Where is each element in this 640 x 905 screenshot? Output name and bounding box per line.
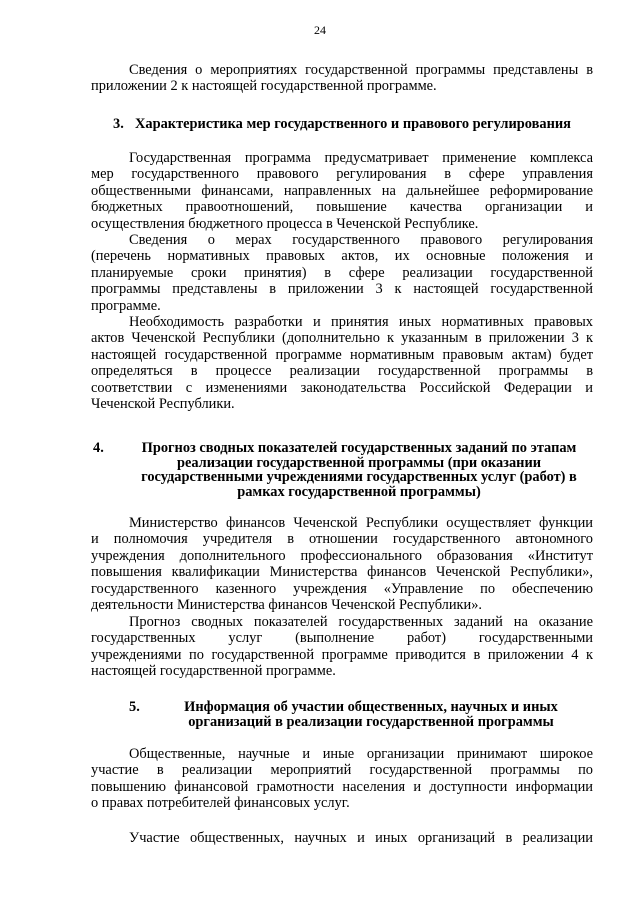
paragraph-ministry-functions [91,515,593,613]
text-line: Министерство финансов Чеченской Республики осуществляет функции [129,515,593,531]
section-title-line: рамках государственной программы) [237,483,481,500]
text-line: Чеченской Республики. [91,396,235,413]
page-number: 24 [314,23,326,37]
paragraph-appendix-2-reference [91,62,593,95]
text-line: учреждения дополнительного профессионального образования «Институт [91,547,593,564]
text-line: осуществления бюджетного процесса в Чеченской Республике. [91,215,479,232]
text-line: деятельности Министерства финансов Чеченской Республики». [91,597,483,614]
text-line: Прогноз сводных показателей государственных заданий на оказание [129,614,593,630]
section-number: 5. [129,699,140,715]
text-line: мер государственного правового регулирования в сфере управления [91,166,593,183]
text-line: программы представлены в приложении 3 к настоящей государственной [91,281,593,298]
section-title-line: государственными учреждениями государственных услуг (работ) в [141,469,577,485]
text-line: и полномочия учредителя в отношении государственного автономного [91,531,593,548]
section-heading-3 [91,117,593,133]
section-title-line: реализации государственной программы (при оказании [176,454,542,471]
paragraph-regulation-info [91,232,593,314]
text-line: участие в реализации мероприятий государственной программы по [91,762,593,779]
text-line: государственного казенного учреждения «Управление по обеспечению [91,580,593,597]
text-line: приложении 2 к настоящей государственной программе. [91,78,437,95]
paragraph-organizations-participation [91,746,593,812]
text-line: настоящей государственной программе нормативным правовым актам) будет [91,346,593,363]
text-line: бюджетных правоотношений, повышение качества организации и [91,199,593,216]
section-title-line: Прогноз сводных показателей государственных заданий по этапам [141,440,577,456]
text-line: актов Чеченской Республики (дополнительно к указанным в приложении 3 к [91,330,593,347]
section-title: Характеристика мер государственного и правового регулирования [135,116,571,132]
section-title-line: Информация об участии общественных, научных и иных [184,699,558,715]
paragraph-regulation-measures [91,150,593,232]
text-line: определяться в процессе реализации государственной программы в [91,363,593,380]
text-line: соответствии с изменениями законодательства Российской Федерации и [91,379,593,396]
text-line: планируемые сроки принятия) в сфере реализации государственной [91,264,593,281]
text-line: учреждениями по государственной программе приводится в приложении 4 к [91,646,593,663]
text-line: программе. [91,297,161,314]
section-heading-4 [91,441,593,501]
text-line: Необходимость разработки и принятия иных нормативных правовых [129,314,593,330]
text-line: Участие общественных, научных и иных организаций в реализации [129,830,593,846]
text-line: (перечень нормативных правовых актов, их основные положения и [91,248,593,265]
text-line: Сведения о мерах государственного правового регулирования [129,232,593,248]
section-title-line: организаций в реализации государственной программы [188,713,554,730]
section-number: 4. [93,440,104,456]
text-line: общественными финансами, направленных на дальнейшее реформирование [91,182,593,199]
text-line: Общественные, научные и иные организации принимают широкое [129,746,593,762]
text-line: государственных услуг (выполнение работ) государственными [91,630,593,647]
text-line: повышению финансовой грамотности населения и доступности информации [91,778,593,795]
text-line: о правах потребителей финансовых услуг. [91,795,350,812]
section-number: 3. [113,116,124,132]
text-line: настоящей государственной программе. [91,663,336,680]
section-heading-5 [91,700,593,730]
text-line: Сведения о мероприятиях государственной программы представлены в [129,62,593,78]
paragraph-forecast-appendix-4 [91,614,593,680]
text-line: повышения квалификации Министерства финансов Чеченской Республики», [91,564,593,581]
text-line: Государственная программа предусматривает применение комплекса [129,150,593,166]
paragraph-participation-continued [91,830,593,846]
paragraph-other-legal-acts [91,314,593,412]
